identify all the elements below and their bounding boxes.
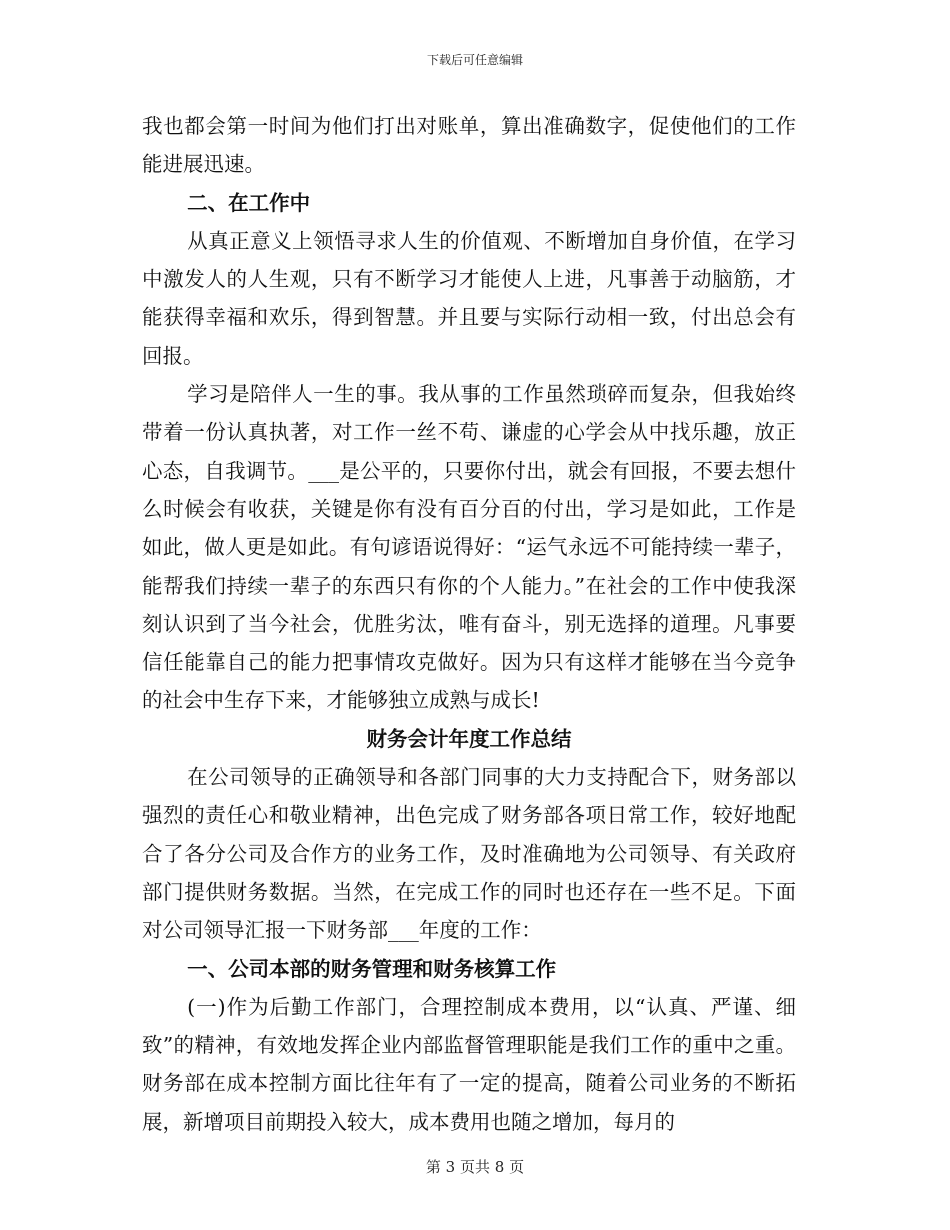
paragraph-continuation: 我也都会第一时间为他们打出对账单，算出准确数字，促使他们的工作能进展迅速。 bbox=[142, 114, 796, 177]
paragraph-intro: 在公司领导的正确领导和各部门同事的大力支持配合下，财务部以强烈的责任心和敬业精神，出色完成了财务部各项日常工作，较好地配合了各分公司及合作方的业务工作，及时准确地为公司领导、有关政府部门提供财务数据。当然，在完成工作的同时也还存在一些不足。下面对公司领导汇报一下财务部___年度的工作： bbox=[142, 765, 796, 943]
paragraph-cost-control: (一)作为后勤工作部门，合理控制成本费用，以“认真、严谨、细致”的精神，有效地发挥企业内部监督管理职能是我们工作的重中之重。财务部在成本控制方面比往年有了一定的提高，随着公司业务的不断拓展，新增项目前期投入较大，成本费用也随之增加，每月的 bbox=[142, 994, 796, 1134]
section-heading-finance: 一、公司本部的财务管理和财务核算工作 bbox=[187, 956, 557, 981]
section-heading-work: 二、在工作中 bbox=[187, 190, 311, 215]
document-body bbox=[142, 107, 796, 1141]
paragraph-values: 从真正意义上领悟寻求人生的价值观、不断增加自身价值，在学习中激发人的人生观，只有不断学习才能使人上进，凡事善于动脑筋，才能获得幸福和欢乐，得到智慧。并且要与实际行动相一致，付出总会有回报。 bbox=[142, 228, 796, 368]
document-title: 财务会计年度工作总结 bbox=[366, 726, 572, 751]
page-footer: 第 3 页共 8 页 bbox=[425, 1158, 525, 1176]
paragraph-learning: 学习是陪伴人一生的事。我从事的工作虽然琐碎而复杂，但我始终带着一份认真执著，对工作一丝不苟、谦虚的心学会从中找乐趣，放正心态，自我调节。___是公平的，只要你付出，就会有回报，不要去想什么时候会有收获，关键是你有没有百分百的付出，学习是如此，工作是如此，做人更是如此。有句谚语说得好：“运气永远不可能持续一辈子，能帮我们持续一辈子的东西只有你的个人能力。”在社会的工作中使我深刻认识到了当今社会，优胜劣汰，唯有奋斗，别无选择的道理。凡事要信任能靠自己的能力把事情攻克做好。因为只有这样才能够在当今竞争的社会中生存下来，才能够独立成熟与成长! bbox=[142, 382, 796, 713]
page-header: 下载后可任意编辑 bbox=[426, 53, 523, 67]
